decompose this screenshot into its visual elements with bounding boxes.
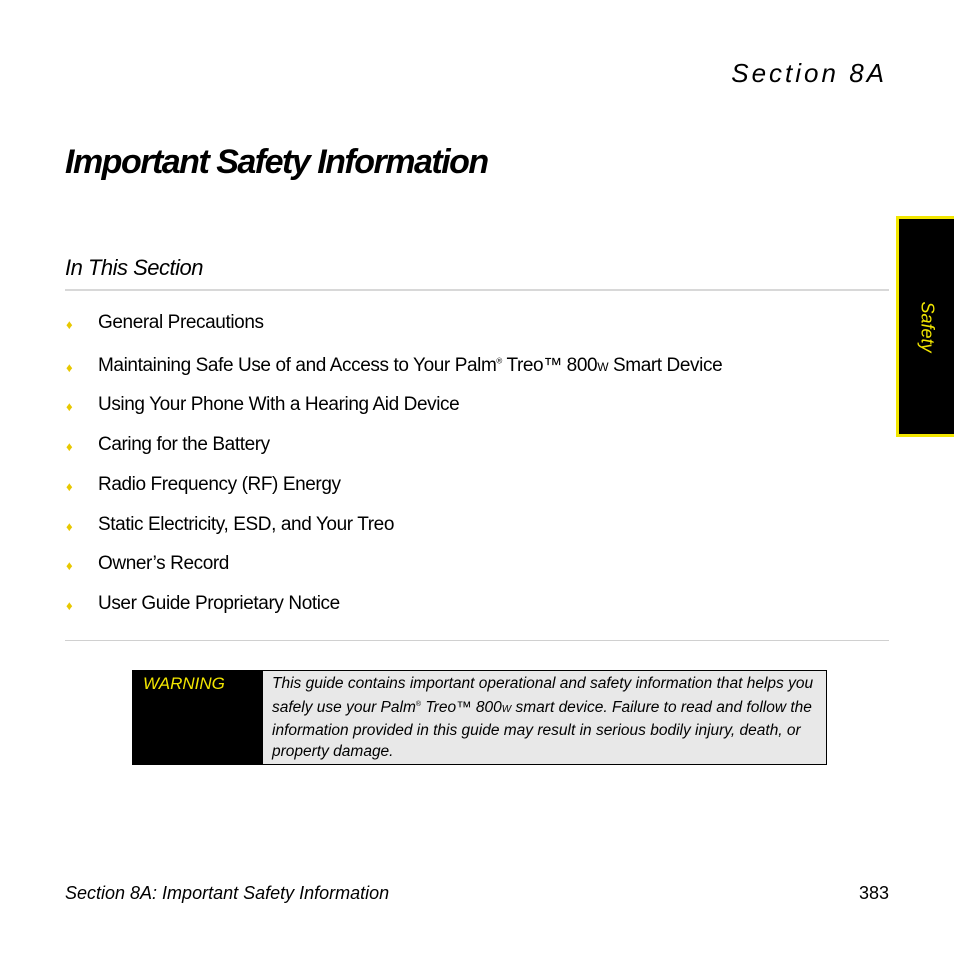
page-number: 383	[858, 883, 889, 903]
section-contents-heading: In This Section	[65, 255, 204, 280]
footer-section-title: Section 8A: Important Safety Information	[65, 883, 390, 903]
toc-item-label: User Guide Proprietary Notice	[98, 593, 340, 614]
toc-item-label: Owner’s Record	[98, 553, 229, 574]
section-label: Section 8A	[731, 58, 887, 88]
warning-label: WARNING	[133, 671, 263, 764]
toc-item-label: Static Electricity, ESD, and Your Treo	[98, 514, 394, 535]
divider-top	[65, 289, 889, 291]
diamond-bullet-icon: ♦	[66, 479, 73, 494]
toc-item-label: General Precautions	[98, 312, 264, 333]
warning-box	[132, 670, 827, 765]
diamond-bullet-icon: ♦	[66, 519, 73, 534]
diamond-bullet-icon: ♦	[66, 399, 73, 414]
diamond-bullet-icon: ♦	[66, 439, 73, 454]
toc-item-label: Caring for the Battery	[98, 434, 270, 455]
diamond-bullet-icon: ♦	[66, 317, 73, 332]
page-title: Important Safety Information	[65, 143, 488, 181]
diamond-bullet-icon: ♦	[66, 558, 73, 573]
diamond-bullet-icon: ♦	[66, 360, 73, 375]
divider-bottom	[65, 640, 889, 641]
warning-text: This guide contains important operational and safety information that helps you safely use your Palm® Treo™ 800W smart device. Failure to read and follow the information provided in this guide may result in serious bodily injury, death, or property damage.	[263, 671, 826, 764]
side-tab-safety[interactable]	[896, 216, 954, 437]
toc-item-label: Radio Frequency (RF) Energy	[98, 474, 341, 495]
side-tab-label: Safety	[917, 300, 937, 353]
diamond-bullet-icon: ♦	[66, 598, 73, 613]
toc-item-label: Using Your Phone With a Hearing Aid Device	[98, 394, 460, 415]
toc-item-label: Maintaining Safe Use of and Access to Your Palm® Treo™ 800W Smart Device	[98, 355, 723, 376]
